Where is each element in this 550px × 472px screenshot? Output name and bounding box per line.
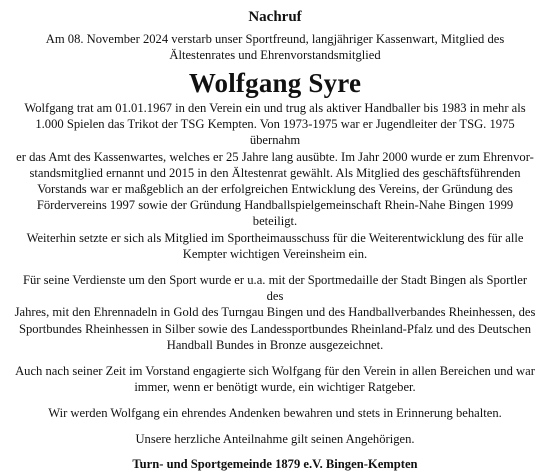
intro-line: Am 08. November 2024 verstarb unser Sportfreund, langjähriger Kassenwart, Mitglied des [45, 32, 505, 46]
notice-heading: Nachruf [248, 9, 302, 25]
deceased-name: Wolfgang Syre [188, 68, 362, 98]
text-line: Wir werden Wolfgang ein ehrendes Andenken bewahren und stets in Erinnerung behalten. [48, 406, 502, 421]
text-line: standsmitglied ernannt und 2015 in den Ältestenrat gewählt. Als Mitglied des geschäftsführenden [29, 165, 521, 180]
text-line: Wolfgang trat am 01.01.1967 in den Verein ein und trug als aktiver Handballer bis 1983 in mehr als [24, 101, 526, 115]
text-line: Vorstands war er maßgeblich an der erfolgreichen Entwicklung des Vereins, der Gründung des [37, 182, 513, 197]
text-line: Jahres, mit den Ehrennadeln in Gold des Turngau Bingen und des Handballverbandes Rheinhessen, des [14, 305, 536, 320]
text-line: Fördervereins 1997 sowie der Gründung Handballspielgemeinschaft Rhein-Nahe Bingen 1999 beteiligt. [36, 198, 514, 229]
condolence-paragraph [14, 431, 536, 447]
honors-paragraph [14, 272, 536, 353]
text-line: Unsere herzliche Anteilnahme gilt seinen Angehörigen. [135, 431, 415, 446]
text-line: Auch nach seiner Zeit im Vorstand engagierte sich Wolfgang für den Verein in allen Bereichen und war [15, 364, 535, 379]
remembrance-paragraph [14, 405, 536, 421]
intro-line: Ältestenrates und Ehrenvorstandsmitglied [169, 48, 381, 62]
text-line: Kempter wichtigen Vereinsheim ein. [182, 246, 368, 261]
engagement-paragraph [14, 363, 536, 395]
biography-paragraph [14, 100, 536, 262]
text-line: Sportbundes Rheinhessen in Silber sowie des Landessportbundes Rheinland-Pfalz und des Deutschen [18, 321, 532, 336]
text-line: Weiterhin setzte er sich als Mitglied im Sportheimausschuss für die Weiterentwicklung des für alle [26, 230, 524, 245]
text-line: Handball Bundes in Bronze ausgezeichnet. [166, 337, 384, 352]
text-line: er das Amt des Kassenwartes, welches er 25 Jahre lang ausübte. Im Jahr 2000 wurde er zum Ehrenvor- [16, 149, 534, 164]
text-line: immer, wenn er benötigt wurde, ein wichtiger Ratgeber. [134, 380, 416, 395]
text-line: Für seine Verdienste um den Sport wurde er u.a. mit der Sportmedaille der Stadt Bingen als Sportler des [22, 273, 528, 304]
intro-text [14, 31, 536, 63]
text-line: 1.000 Spielen das Trikot der TSG Kempten. Von 1973-1975 war er Jugendleiter der TSG. 1975 übernahm [35, 117, 515, 148]
club-signature: Turn- und Sportgemeinde 1879 e.V. Bingen-Kempten [132, 456, 418, 471]
